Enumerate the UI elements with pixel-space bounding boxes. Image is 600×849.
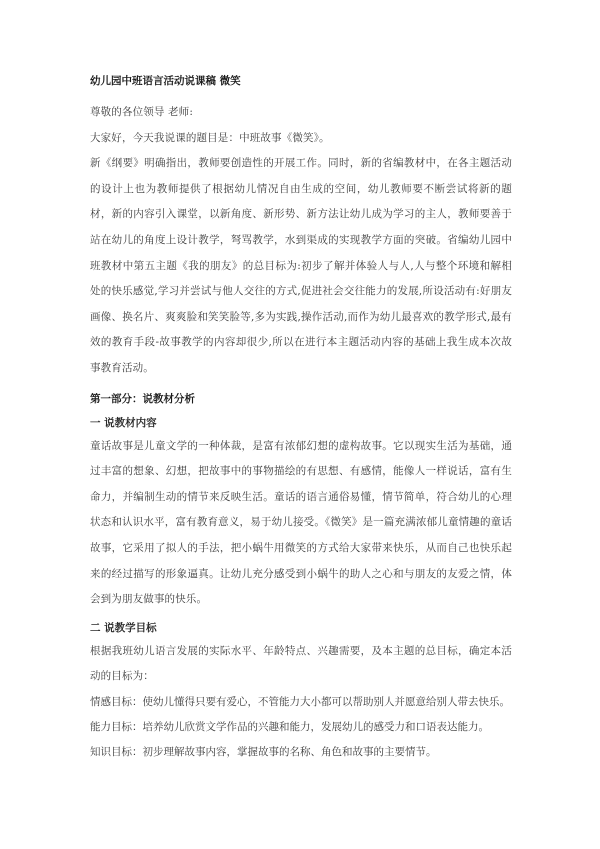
section1-heading: 一 说教材内容 xyxy=(90,416,157,429)
document-title: 幼儿园中班语言活动说课稿 微笑 xyxy=(90,75,241,87)
greeting: 尊敬的各位领导 老师: xyxy=(90,106,194,118)
background-paragraph: 新《纲要》明确指出，教师要创造性的开展工作。同时，新的省编教材中，在各主题活动的设计上也为教师提供了根据幼儿情况自由生成的空间，幼儿教师要不断尝试将新的题材，新的内容引入课堂，以新角度、新形势、新方法让幼儿成为学习的主人，教师要善于站在幼儿的角度上设计教学，弩骂教学，水到渠成的实现教学方面的突破。省编幼儿园中班教材中第五主题《我的朋友》的总目标为:初步了解并体验人与人,人与整个环境和解相处的快乐感觉,学习并尝试与他人交往的方式,促进社会交往能力的发展,所设活动有:好朋友画像、换名片、爽爽脸和笑笑脸等,多为实践,操作活动,而作为幼儿最喜欢的教学形式,最有效的教育手段-故事教学的内容却很少,所以在进行本主题活动内容的基础上我生成本次故事教育活动。 xyxy=(90,157,512,374)
objectives-intro: 根据我班幼儿语言发展的实际水平、年龄特点、兴趣需要，及本主题的总目标，确定本活动的目标为： xyxy=(90,644,512,683)
content-paragraph: 童话故事是儿童文学的一种体裁，是富有浓郁幻想的虚构故事。它以现实生活为基础，通过丰富的想象、幻想，把故事中的事物描绘的有思想、有感情，能像人一样说话，富有生命力，并编制生动的情节来反映生活。童话的语言通俗易懂，情节简单，符合幼儿的心理状态和认识水平，富有教育意义，易于幼儿接受。《微笑》是一篇充满浓郁儿童情趣的童话故事，它采用了拟人的手法，把小蜗牛用微笑的方式给大家带来快乐，从而自己也快乐起来的经过描写的形象逼真。让幼儿充分感受到小蜗牛的助人之心和与朋友的友爱之情，体会到为朋友做事的快乐。 xyxy=(90,439,512,606)
part1-heading: 第一部分：说教材分析 xyxy=(90,392,195,405)
goal-knowledge: 知识目标：初步理解故事内容，掌握故事的名称、角色和故事的主要情节。 xyxy=(90,745,437,758)
section2-heading: 二 说教学目标 xyxy=(90,621,157,634)
goal-ability: 能力目标：培养幼儿欣赏文学作品的兴趣和能力，发展幼儿的感受力和口语表达能力。 xyxy=(90,720,489,733)
goal-emotion: 情感目标：使幼儿懂得只要有爱心，不管能力大小都可以帮助别人并愿意给别人带去快乐。 xyxy=(90,695,510,708)
intro-paragraph: 大家好，今天我说课的题目是：中班故事《微笑》。 xyxy=(90,131,330,144)
